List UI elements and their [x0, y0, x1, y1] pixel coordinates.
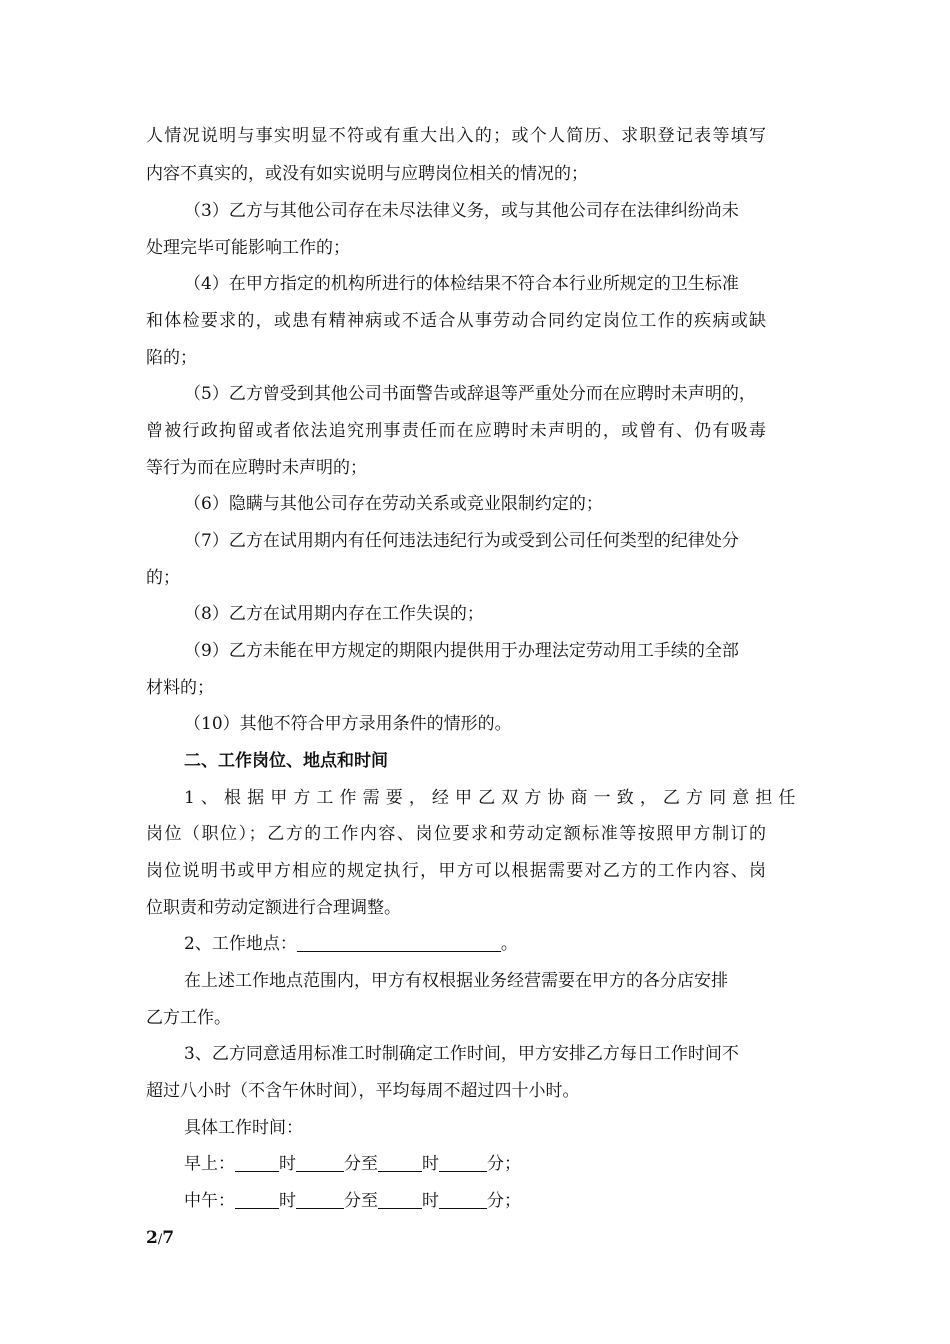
paragraph-line: （5）乙方曾受到其他公司书面警告或辞退等严重处分而在应聘时未声明的， [184, 384, 756, 404]
minute-to-label: 分至 [344, 1154, 378, 1174]
page-separator: / [157, 1232, 163, 1247]
section-heading: 二、工作岗位、地点和时间 [184, 751, 388, 771]
paragraph-line: 的； [146, 568, 180, 588]
hour-label: 时 [279, 1191, 296, 1211]
paragraph-line: 乙方工作。 [146, 1008, 231, 1028]
page-footer [146, 1226, 174, 1252]
paragraph-line: （8）乙方在试用期内存在工作失误的； [184, 604, 484, 624]
paragraph-line: 位职责和劳动定额进行合理调整。 [146, 898, 401, 918]
paragraph-line: 1、根据甲方工作需要，经甲乙双方协商一致，乙方同意担任 [184, 788, 802, 808]
morning-end-minute-blank[interactable] [439, 1154, 487, 1172]
paragraph-line: 岗位说明书或甲方相应的规定执行，甲方可以根据需要对乙方的工作内容、岗 [146, 861, 766, 881]
paragraph-line: 岗位（职位）；乙方的工作内容、岗位要求和劳动定额标准等按照甲方制订的 [146, 824, 766, 844]
work-location-blank[interactable] [297, 934, 501, 952]
paragraph-line: （10）其他不符合甲方录用条件的情形的。 [184, 714, 512, 734]
morning-start-minute-blank[interactable] [296, 1154, 344, 1172]
paragraph-line: 超过八小时（不含午休时间），平均每周不超过四十小时。 [146, 1081, 580, 1101]
paragraph-line: 等行为而在应聘时未声明的； [146, 458, 367, 478]
total-pages: 7 [162, 1228, 175, 1248]
noon-end-minute-blank[interactable] [439, 1191, 487, 1209]
paragraph-line: 人情况说明与事实明显不符或有重大出入的；或个人简历、求职登记表等填写 [146, 126, 766, 146]
paragraph-line: 处理完毕可能影响工作的； [146, 238, 350, 258]
noon-start-hour-blank[interactable] [235, 1191, 279, 1209]
paragraph-line: 在上述工作地点范围内，甲方有权根据业务经营需要在甲方的各分店安排 [184, 971, 728, 991]
paragraph-line: （3）乙方与其他公司存在未尽法律义务，或与其他公司存在法律纠纷尚未 [184, 201, 739, 221]
morning-start-hour-blank[interactable] [235, 1154, 279, 1172]
hour-label: 时 [422, 1191, 439, 1211]
hour-label: 时 [422, 1154, 439, 1174]
paragraph-line: 和体检要求的，或患有精神病或不适合从事劳动合同约定岗位工作的疾病或缺 [146, 311, 766, 331]
paragraph-line: 材料的； [146, 678, 214, 698]
morning-schedule-line [184, 1152, 521, 1176]
minute-end-label: 分； [487, 1191, 521, 1211]
paragraph-line: 内容不真实的，或没有如实说明与应聘岗位相关的情况的； [146, 164, 588, 184]
noon-start-minute-blank[interactable] [296, 1191, 344, 1209]
paragraph-line: 3、乙方同意适用标准工时制确定工作时间，甲方安排乙方每日工作时间不 [184, 1044, 739, 1064]
paragraph-line: 具体工作时间： [184, 1118, 303, 1138]
noon-end-hour-blank[interactable] [378, 1191, 422, 1209]
morning-end-hour-blank[interactable] [378, 1154, 422, 1172]
noon-schedule-line [184, 1189, 521, 1213]
paragraph-line: （9）乙方未能在甲方规定的期限内提供用于办理法定劳动用工手续的全部 [184, 641, 739, 661]
hour-label: 时 [279, 1154, 296, 1174]
paragraph-line: （6）隐瞒与其他公司存在劳动关系或竞业限制约定的； [184, 494, 603, 514]
paragraph-line: （4）在甲方指定的机构所进行的体检结果不符合本行业所规定的卫生标准 [184, 274, 739, 294]
paragraph-line: 陷的； [146, 348, 197, 368]
paragraph-line: （7）乙方在试用期内有任何违法违纪行为或受到公司任何类型的纪律处分 [184, 531, 739, 551]
paragraph-line: 曾被行政拘留或者依法追究刑事责任而在应聘时未声明的，或曾有、仍有吸毒 [146, 421, 766, 441]
period-mark: 。 [500, 934, 518, 954]
work-location-line [184, 932, 518, 956]
morning-label: 早上： [184, 1154, 235, 1174]
page-number: 2 [146, 1228, 158, 1248]
work-location-label: 2、工作地点： [184, 934, 297, 954]
minute-to-label: 分至 [344, 1191, 378, 1211]
noon-label: 中午： [184, 1191, 235, 1211]
minute-end-label: 分； [487, 1154, 521, 1174]
